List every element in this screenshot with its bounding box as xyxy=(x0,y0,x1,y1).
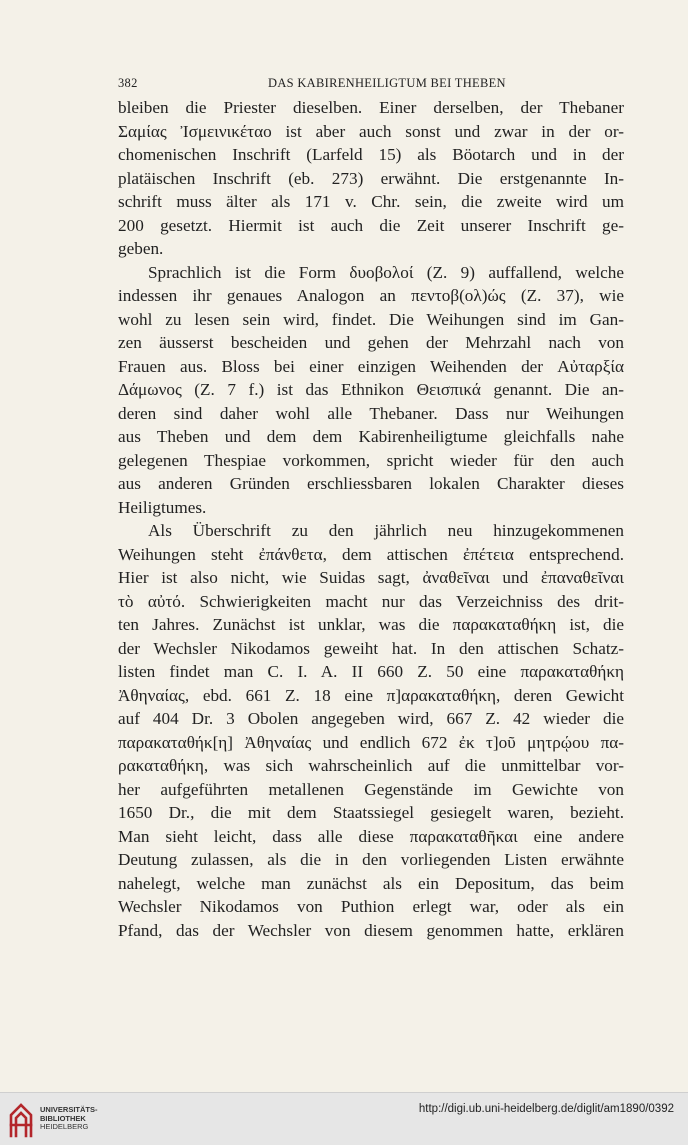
text-line: Σαμίας Ἰσμεινικέταο ist aber auch sonst und zwar in der or- xyxy=(118,121,624,141)
university-library-logo-icon xyxy=(8,1101,34,1139)
text-line: schrift muss älter als 171 v. Chr. sein, die zweite wird um xyxy=(118,192,624,211)
text-line: 1650 Dr., die mit dem Staatssiegel gesiegelt waren, bezieht. xyxy=(118,803,624,822)
text-line: gelegenen Thespiae vorkommen, spricht wieder für den auch xyxy=(118,450,624,470)
text-line: deren sind daher wohl alle Thebaner. Dass nur Weihungen xyxy=(118,403,624,423)
text-line: der Wechsler Nikodamos geweiht hat. In den attischen Schatz- xyxy=(118,638,624,658)
text-line: Hier ist also nicht, wie Suidas sagt, ἀναθεῖναι und ἐπαναθεῖναι xyxy=(118,568,624,587)
text-line: bleiben die Priester dieselben. Einer derselben, der Thebaner xyxy=(118,98,624,117)
text-line: Als Überschrift zu den jährlich neu hinzugekommenen xyxy=(148,521,624,540)
text-line: Wechsler Nikodamos von Puthion erlegt war, oder als ein xyxy=(118,897,624,916)
text-line: Ἀθηναίας, ebd. 661 Z. 18 eine π]αρακαταθήκη, deren Gewicht xyxy=(118,685,624,705)
text-line: Man sieht leicht, dass alle diese παρακαταθῆκαι eine andere xyxy=(118,826,624,846)
text-line: Δάμωνος (Z. 7 f.) ist das Ethnikon Θεισπικά genannt. Die an- xyxy=(118,380,624,399)
text-line: ρακαταθήκη, was sich wahrscheinlich auf die unmittelbar vor- xyxy=(118,756,624,775)
text-line: platäischen Inschrift (eb. 273) erwähnt. Die erstgenannte In- xyxy=(118,168,624,188)
text-line: wohl zu lesen sein wird, findet. Die Weihungen sind im Gan- xyxy=(118,309,624,329)
library-city: HEIDELBERG xyxy=(40,1122,89,1132)
text-line: aus Theben und dem dem Kabirenheiligtume gleichfalls nahe xyxy=(118,427,624,446)
text-line: zen äusserst bescheiden und gehen der Mehrzahl nach von xyxy=(118,333,624,352)
permalink-url[interactable]: http://digi.ub.uni-heidelberg.de/diglit/am1890/0392 xyxy=(418,1103,674,1115)
text-line: her aufgeführten metallenen Gegenstände im Gewichte von xyxy=(118,779,624,799)
text-line: geben. xyxy=(118,239,164,258)
running-title: DAS KABIRENHEILIGTUM BEI THEBEN xyxy=(268,76,506,90)
text-line: auf 404 Dr. 3 Obolen angegeben wird, 667 Z. 42 wieder die xyxy=(118,709,624,728)
text-line: listen findet man C. I. A. II 660 Z. 50 eine παρακαταθήκη xyxy=(118,662,624,681)
text-line: ten Jahres. Zunächst ist unklar, was die παρακαταθήκη ist, die xyxy=(118,615,624,634)
text-line: τὸ αὐτό. Schwierigkeiten macht nur das Verzeichniss des drit- xyxy=(118,591,624,611)
text-line: Heiligtumes. xyxy=(118,497,207,517)
text-line: nahelegt, welche man zunächst als ein Depositum, das beim xyxy=(118,873,624,893)
text-line: Frauen aus. Bloss bei einer einzigen Weihenden der Αὐταρξία xyxy=(118,356,624,376)
body-text xyxy=(118,96,624,942)
text-line: chomenischen Inschrift (Larfeld 15) als Böotarch und in der xyxy=(118,145,624,164)
page-number: 382 xyxy=(118,76,138,90)
library-name-line: UNIVERSITÄTS- xyxy=(40,1105,98,1114)
text-line: Sprachlich ist die Form δυοβολοί (Z. 9) auffallend, welche xyxy=(148,262,624,282)
text-line: Weihungen steht ἐπάνθετα, dem attischen ἐπέτεια entsprechend. xyxy=(118,544,624,564)
text-line: indessen ihr genaues Analogon an πεντοβ(ολ)ώς (Z. 37), wie xyxy=(118,286,624,305)
text-line: 200 gesetzt. Hiermit ist auch die Zeit unserer Inschrift ge- xyxy=(118,215,624,235)
library-footer xyxy=(0,1092,688,1145)
text-line: Pfand, das der Wechsler von diesem genommen hatte, erklären xyxy=(118,920,624,940)
text-line: Deutung zulassen, als die in den vorliegenden Listen erwähnte xyxy=(118,850,624,869)
library-name-line: BIBLIOTHEK xyxy=(40,1113,86,1123)
text-line: aus anderen Gründen erschliessbaren lokalen Charakter dieses xyxy=(118,474,624,493)
library-name xyxy=(40,1106,98,1132)
text-line: παρακαταθήκ[η] Ἀθηναίας und endlich 672 ἐκ τ]οῦ μητρῴου πα- xyxy=(118,732,624,752)
